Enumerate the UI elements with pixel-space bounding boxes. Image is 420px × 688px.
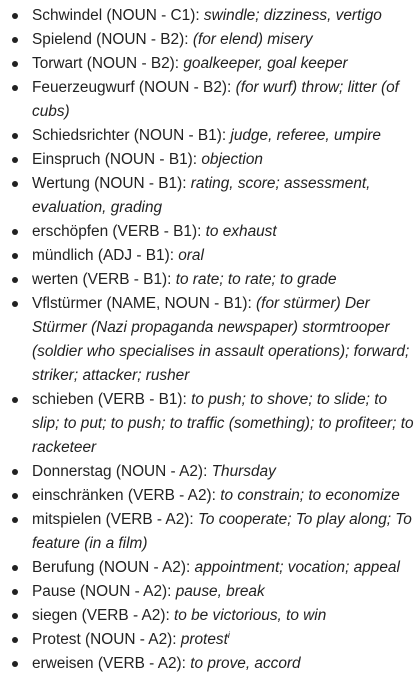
list-item: [0, 220, 420, 244]
entry-definition: To cooperate; To play along; To feature (in a film): [32, 511, 412, 552]
list-item: [0, 556, 420, 580]
list-item: [0, 388, 420, 460]
entry-definition: swindle; dizziness, vertigo: [203, 7, 382, 24]
entry-headword: siegen (VERB - A2):: [32, 607, 174, 624]
entry-headword: Schiedsrichter (NOUN - B1):: [32, 127, 231, 144]
bullet-icon: [12, 61, 18, 67]
list-item: [0, 628, 420, 652]
bullet-icon: [12, 181, 18, 187]
list-item: [0, 124, 420, 148]
entry-definition: (for stürmer) Der Stürmer (Nazi propaganda newspaper) stormtrooper (soldier who specialises in assault operations); forward; striker; attacker; rusher: [32, 295, 410, 384]
entry-definition: to push; to shove; to slide; to slip; to put; to push; to traffic (something); to profiteer; to racketeer: [32, 391, 414, 456]
bullet-icon: [12, 277, 18, 283]
list-item: [0, 580, 420, 604]
list-item: [0, 652, 420, 676]
entry-definition: Thursday: [211, 463, 276, 480]
entry-headword: Berufung (NOUN - A2):: [32, 559, 195, 576]
entry-headword: schieben (VERB - B1):: [32, 391, 192, 408]
bullet-icon: [12, 469, 18, 475]
list-item: [0, 148, 420, 172]
entry-headword: Spielend (NOUN - B2):: [32, 31, 193, 48]
bullet-icon: [12, 493, 18, 499]
bullet-icon: [12, 589, 18, 595]
entry-definition: to be victorious, to win: [174, 607, 327, 624]
entry-definition: (for wurf) throw; litter (of cubs): [32, 79, 399, 120]
entry-headword: erweisen (VERB - A2):: [32, 655, 191, 672]
entry-headword: Pause (NOUN - A2):: [32, 583, 176, 600]
bullet-icon: [12, 565, 18, 571]
entry-headword: Einspruch (NOUN - B1):: [32, 151, 202, 168]
entry-definition: oral: [178, 247, 204, 264]
entry-headword: mitspielen (VERB - A2):: [32, 511, 198, 528]
entry-headword: Wertung (NOUN - B1):: [32, 175, 191, 192]
entry-headword: Protest (NOUN - A2):: [32, 631, 181, 648]
list-item: [0, 292, 420, 388]
bullet-icon: [12, 13, 18, 19]
bullet-icon: [12, 397, 18, 403]
bullet-icon: [12, 301, 18, 307]
entry-definition: judge, referee, umpire: [230, 127, 381, 144]
bullet-icon: [12, 37, 18, 43]
entry-headword: einschränken (VERB - A2):: [32, 487, 221, 504]
bullet-icon: [12, 133, 18, 139]
list-item: [0, 604, 420, 628]
bullet-icon: [12, 229, 18, 235]
bullet-icon: [12, 157, 18, 163]
entry-definition: goalkeeper, goal keeper: [183, 55, 348, 72]
list-item: [0, 508, 420, 556]
entry-definition: to constrain; to economize: [220, 487, 400, 504]
list-item: [0, 28, 420, 52]
entry-definition: to exhaust: [205, 223, 277, 240]
entry-definition: protest: [180, 631, 228, 648]
entry-definition: rating, score; assessment, evaluation, grading: [32, 175, 371, 216]
entry-definition: (for elend) misery: [192, 31, 313, 48]
entry-definition: objection: [201, 151, 263, 168]
entry-headword: Feuerzeugwurf (NOUN - B2):: [32, 79, 236, 96]
entry-definition: appointment; vocation; appeal: [194, 559, 400, 576]
entry-headword: erschöpfen (VERB - B1):: [32, 223, 206, 240]
bullet-icon: [12, 637, 18, 643]
list-item: [0, 244, 420, 268]
footnote-marker: i: [227, 629, 230, 640]
bullet-icon: [12, 613, 18, 619]
bullet-icon: [12, 253, 18, 259]
list-item: [0, 268, 420, 292]
entry-headword: werten (VERB - B1):: [32, 271, 176, 288]
list-item: [0, 460, 420, 484]
entry-headword: Vflstürmer (NAME, NOUN - B1):: [32, 295, 257, 312]
bullet-icon: [12, 517, 18, 523]
list-item: [0, 4, 420, 28]
entry-definition: to prove, accord: [190, 655, 301, 672]
list-item: [0, 76, 420, 124]
list-item: [0, 52, 420, 76]
entry-headword: Torwart (NOUN - B2):: [32, 55, 184, 72]
bullet-icon: [12, 661, 18, 667]
entry-definition: pause, break: [175, 583, 265, 600]
bullet-icon: [12, 85, 18, 91]
entry-headword: Schwindel (NOUN - C1):: [32, 7, 204, 24]
list-item: [0, 484, 420, 508]
entry-headword: mündlich (ADJ - B1):: [32, 247, 179, 264]
entry-headword: Donnerstag (NOUN - A2):: [32, 463, 212, 480]
list-item: [0, 172, 420, 220]
entry-definition: to rate; to rate; to grade: [175, 271, 337, 288]
